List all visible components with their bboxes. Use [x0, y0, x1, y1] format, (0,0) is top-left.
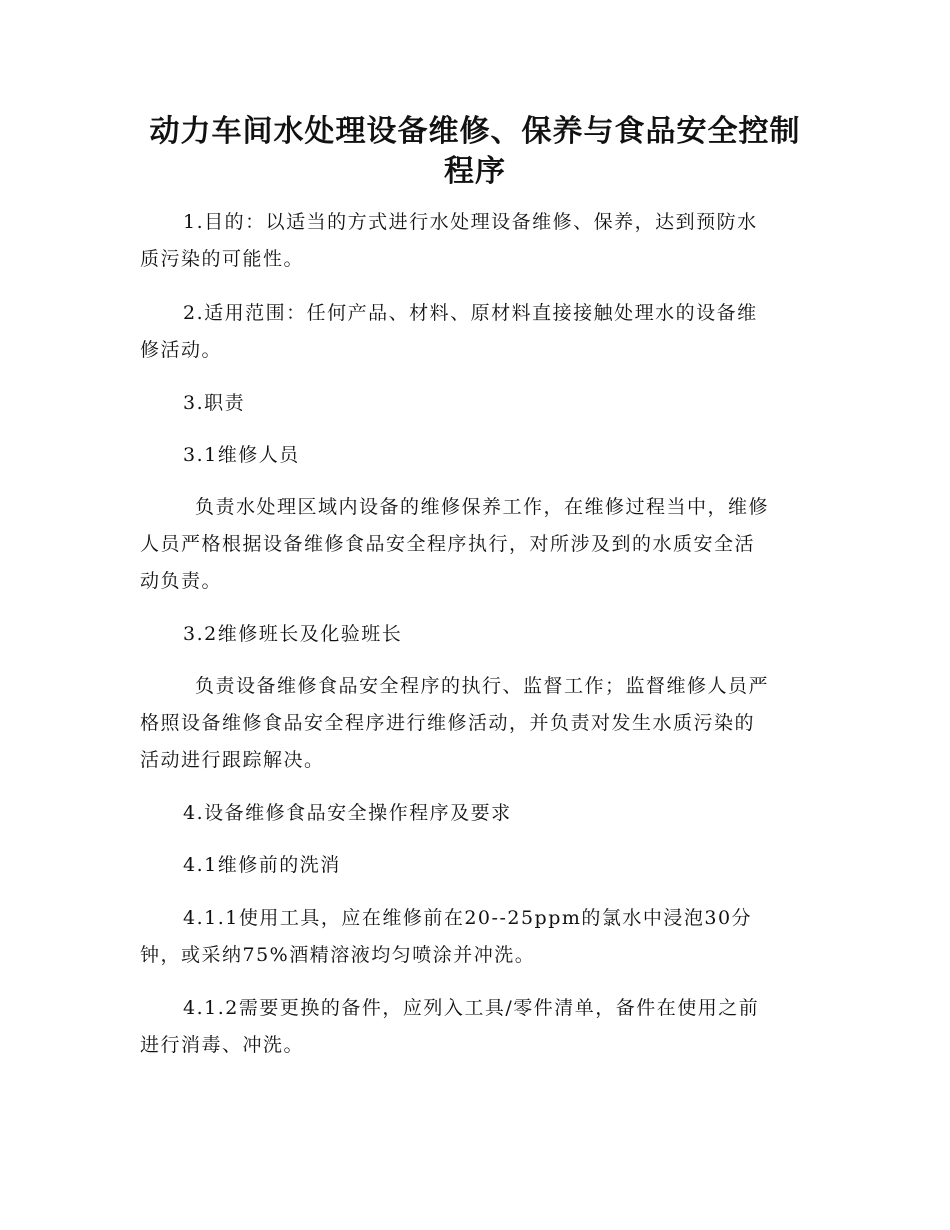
- document-title: [140, 112, 810, 192]
- text-line: 修活动。: [140, 339, 223, 361]
- text-line: 3.1维修人员: [183, 444, 300, 466]
- heading-team-leaders: [140, 616, 810, 653]
- paragraph-team-leaders: [140, 668, 810, 779]
- text-line: 格照设备维修食品安全程序进行维修活动，并负责对发生水质污染的: [140, 712, 756, 734]
- paragraph-tool-disinfection: [140, 900, 810, 974]
- text-line: 人员严格根据设备维修食品安全程序执行，对所涉及到的水质安全活: [140, 533, 756, 555]
- text-line: 质污染的可能性。: [140, 248, 305, 270]
- text-line: 负责水处理区域内设备的维修保养工作，在维修过程当中，维修: [195, 496, 770, 518]
- text-line: 1.目的：以适当的方式进行水处理设备维修、保养，达到预防水: [183, 211, 758, 233]
- text-line: 4.1.2需要更换的备件，应列入工具/零件清单，备件在使用之前: [183, 997, 760, 1019]
- text-line: 3.2维修班长及化验班长: [183, 623, 403, 645]
- paragraph-spare-parts: [140, 990, 810, 1064]
- text-line: 活动进行跟踪解决。: [140, 749, 325, 771]
- heading-maintenance-staff: [140, 437, 810, 474]
- text-line: 2.适用范围：任何产品、材料、原材料直接接触处理水的设备维: [183, 302, 758, 324]
- heading-responsibilities: [140, 385, 810, 422]
- text-line: 4.设备维修食品安全操作程序及要求: [183, 802, 512, 824]
- text-line: 钟，或采纳75%酒精溶液均匀喷涂并冲洗。: [140, 944, 536, 966]
- heading-pre-maintenance-cleaning: [140, 847, 810, 884]
- paragraph-scope: [140, 295, 810, 369]
- title-line-2: 程序: [444, 154, 506, 189]
- text-line: 进行消毒、冲洗。: [140, 1034, 305, 1056]
- text-line: 动负责。: [140, 570, 223, 592]
- paragraph-purpose: [140, 204, 810, 278]
- text-line: 4.1维修前的洗消: [183, 854, 341, 876]
- text-line: 4.1.1使用工具，应在维修前在20--25ppm的氯水中浸泡30分: [183, 907, 753, 929]
- title-line-1: 动力车间水处理设备维修、保养与食品安全控制: [149, 114, 801, 149]
- paragraph-maintenance-staff: [140, 489, 810, 600]
- text-line: 负责设备维修食品安全程序的执行、监督工作；监督维修人员严: [195, 675, 770, 697]
- heading-procedures: [140, 795, 810, 832]
- text-line: 3.职责: [183, 392, 246, 414]
